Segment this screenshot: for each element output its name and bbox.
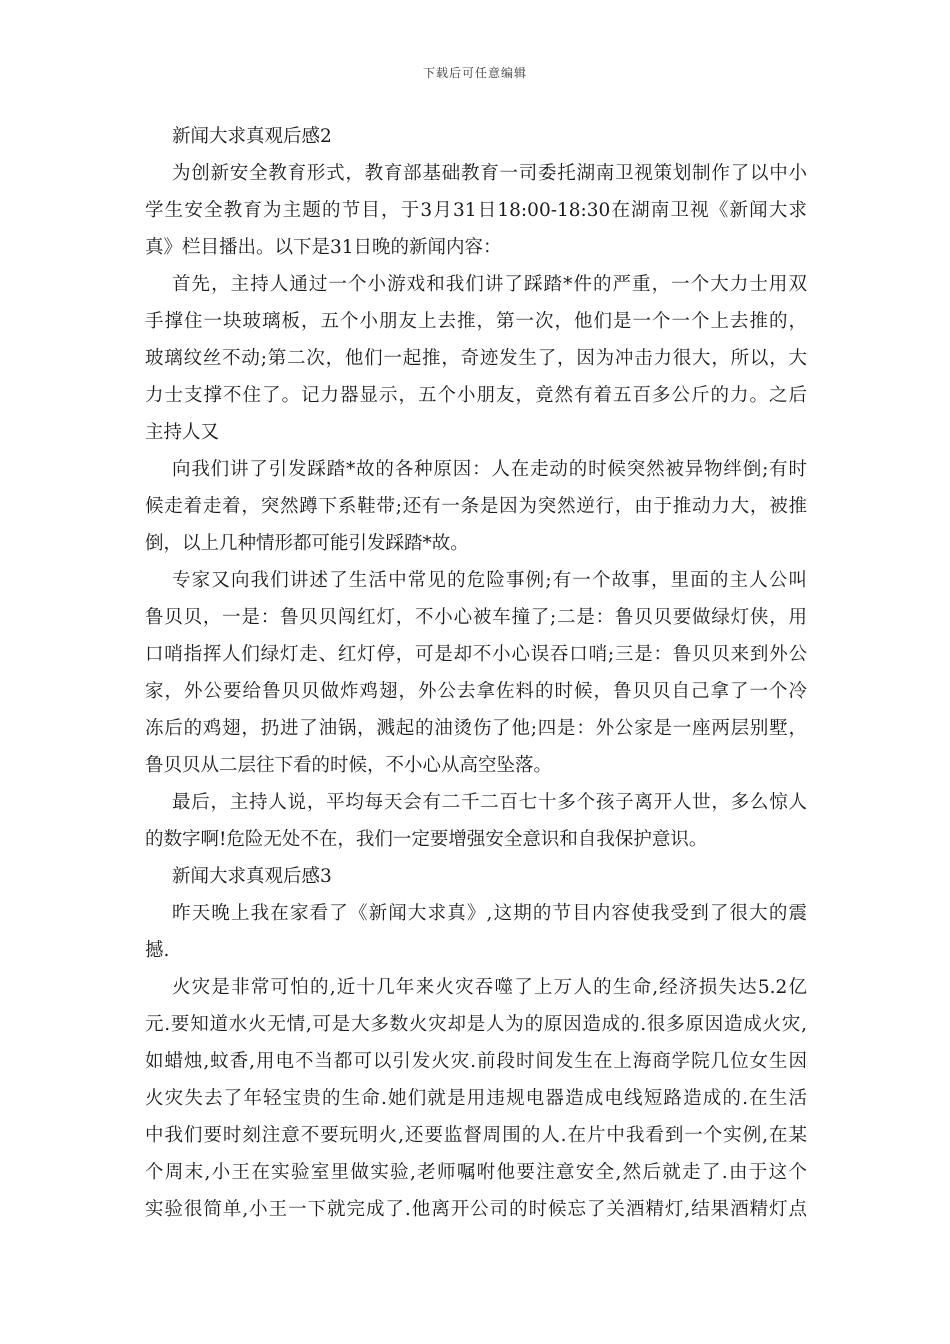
text-line: 个周末,小王在实验室里做实验,老师嘱咐他要注意安全,然后就走了.由于这个 bbox=[145, 1162, 807, 1183]
paragraph bbox=[145, 895, 807, 969]
text-line: 专家又向我们讲述了生活中常见的危险事例;有一个故事，里面的主人公叫 bbox=[172, 570, 807, 591]
text-line: 火灾是非常可怕的,近十几年来火灾吞噬了上万人的生命,经济损失达5.2亿 bbox=[172, 977, 807, 998]
section-title: 新闻大求真观后感2 bbox=[172, 126, 332, 147]
paragraph bbox=[145, 562, 807, 784]
text-line: 学生安全教育为主题的节目，于3月31日18:00-18:30在湖南卫视《新闻大求 bbox=[145, 200, 807, 221]
text-line: 元.要知道水火无情,可是大多数火灾却是人为的原因造成的.很多原因造成火灾, bbox=[145, 1014, 807, 1035]
text-line: 为创新安全教育形式，教育部基础教育一司委托湖南卫视策划制作了以中小 bbox=[172, 163, 807, 184]
text-line: 实验很简单,小王一下就完成了.他离开公司的时候忘了关酒精灯,结果酒精灯点 bbox=[145, 1199, 807, 1220]
text-line: 向我们讲了引发踩踏*故的各种原因：人在走动的时候突然被异物绊倒;有时 bbox=[172, 459, 807, 480]
text-line: 口哨指挥人们绿灯走、红灯停，可是却不小心误吞口哨;三是：鲁贝贝来到外公 bbox=[145, 644, 807, 665]
text-line: 玻璃纹丝不动;第二次，他们一起推，奇迹发生了，因为冲击力很大，所以，大 bbox=[145, 348, 807, 369]
text-line: 倒，以上几种情形都可能引发踩踏*故。 bbox=[145, 533, 469, 554]
text-line: 家，外公要给鲁贝贝做炸鸡翅，外公去拿佐料的时候，鲁贝贝自己拿了一个冷 bbox=[145, 681, 807, 702]
text-line: 候走着走着，突然蹲下系鞋带;还有一条是因为突然逆行，由于推动力大，被推 bbox=[145, 496, 807, 517]
text-line: 鲁贝贝从二层往下看的时候，不小心从高空坠落。 bbox=[145, 755, 553, 776]
paragraph bbox=[145, 451, 807, 562]
text-line: 冻后的鸡翅，扔进了油锅，溅起的油烫伤了他;四是：外公家是一座两层别墅， bbox=[145, 718, 807, 739]
article-section bbox=[145, 118, 807, 858]
text-line: 中我们要时刻注意不要玩明火,还要监督周围的人.在片中我看到一个实例,在某 bbox=[145, 1125, 807, 1146]
text-line: 火灾失去了年轻宝贵的生命.她们就是用违规电器造成电线短路造成的.在生活 bbox=[145, 1088, 807, 1109]
text-line: 真》栏目播出。以下是31日晚的新闻内容： bbox=[145, 237, 502, 258]
text-line: 鲁贝贝，一是：鲁贝贝闯红灯，不小心被车撞了;二是：鲁贝贝要做绿灯侠，用 bbox=[145, 607, 807, 628]
text-line: 手撑住一块玻璃板，五个小朋友上去推，第一次，他们是一个一个上去推的， bbox=[145, 311, 807, 332]
text-line: 力士支撑不住了。记力器显示，五个小朋友，竟然有着五百多公斤的力。之后 bbox=[145, 385, 807, 406]
paragraph bbox=[145, 969, 807, 1228]
section-title: 新闻大求真观后感3 bbox=[172, 866, 332, 887]
paragraph bbox=[145, 155, 807, 266]
text-line: 的数字啊!危险无处不在，我们一定要增强安全意识和自我保护意识。 bbox=[145, 829, 708, 850]
document-body bbox=[145, 118, 807, 1228]
text-line: 撼. bbox=[145, 940, 170, 961]
text-line: 首先，主持人通过一个小游戏和我们讲了踩踏*件的严重，一个大力士用双 bbox=[172, 274, 807, 295]
paragraph bbox=[145, 266, 807, 451]
text-line: 主持人又 bbox=[145, 422, 220, 443]
paragraph bbox=[145, 784, 807, 858]
text-line: 昨天晚上我在家看了《新闻大求真》,这期的节目内容使我受到了很大的震 bbox=[172, 903, 807, 924]
text-line: 最后，主持人说，平均每天会有二千二百七十多个孩子离开人世，多么惊人 bbox=[172, 792, 807, 813]
text-line: 如蜡烛,蚊香,用电不当都可以引发火灾.前段时间发生在上海商学院几位女生因 bbox=[145, 1051, 807, 1072]
article-section bbox=[145, 858, 807, 1228]
page-header: 下载后可任意编辑 bbox=[422, 66, 527, 80]
